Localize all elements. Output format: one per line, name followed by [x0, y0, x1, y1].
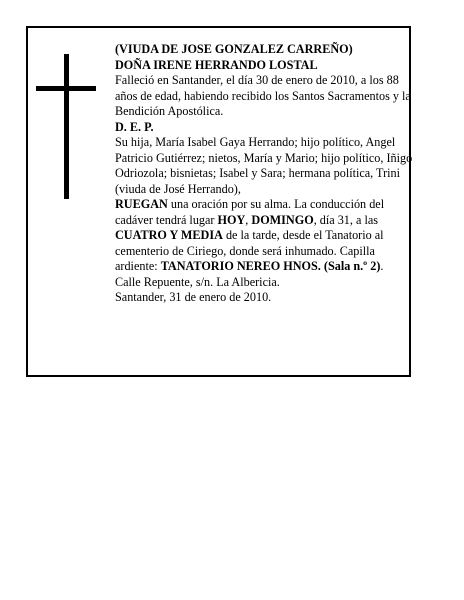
- address-line: Calle Repuente, s/n. La Albericia.: [115, 274, 280, 289]
- funeral-text-3: , día 31, a las: [313, 212, 378, 227]
- obituary-text: [115, 42, 415, 306]
- ruegan-text: RUEGAN: [115, 197, 168, 211]
- hoy-text: HOY: [217, 212, 246, 227]
- date-line: Santander, 31 de enero de 2010.: [115, 290, 272, 304]
- dep-line: D. E. P.: [115, 119, 154, 134]
- cross-vertical-bar: [64, 54, 69, 199]
- funeral-text-1: una oración por su alma. La conducción del cadáver tendrá lugar: [115, 197, 385, 227]
- death-paragraph: Falleció en Santander, el día 30 de enero de 2010, a los 88 años de edad, habiendo recibido los Santos Sacramentos y la Bendición Apostólica.: [115, 73, 411, 118]
- funeral-text-4: de la tarde, desde el Tanatorio al cementerio de Ciriego, donde será inhumado. Capilla ardiente:: [115, 228, 384, 273]
- widow-of-line: (VIUDA DE JOSE GONZALEZ CARREÑO): [115, 42, 353, 56]
- domingo-text: DOMINGO: [251, 212, 314, 227]
- obituary-notice: [26, 26, 411, 377]
- deceased-name: DOÑA IRENE HERRANDO LOSTAL: [115, 57, 318, 72]
- funeral-paragraph: [115, 197, 415, 275]
- tanatorio-text: TANATORIO NEREO HNOS. (Sala n.º 2): [160, 259, 381, 273]
- time-text: CUATRO Y MEDIA: [115, 228, 223, 242]
- cross-horizontal-bar: [36, 86, 96, 91]
- funeral-text-2: ,: [245, 212, 252, 227]
- family-paragraph: Su hija, María Isabel Gaya Herrando; hijo político, Angel Patricio Gutiérrez; nietos, María y Mario; hijo político, Iñigo Odriozola; bisnietas; Isabel y Sara; hermana política, Trini (viuda de José Herrando),: [115, 135, 413, 196]
- cross-icon: [36, 54, 96, 199]
- funeral-text-5: .: [380, 259, 384, 273]
